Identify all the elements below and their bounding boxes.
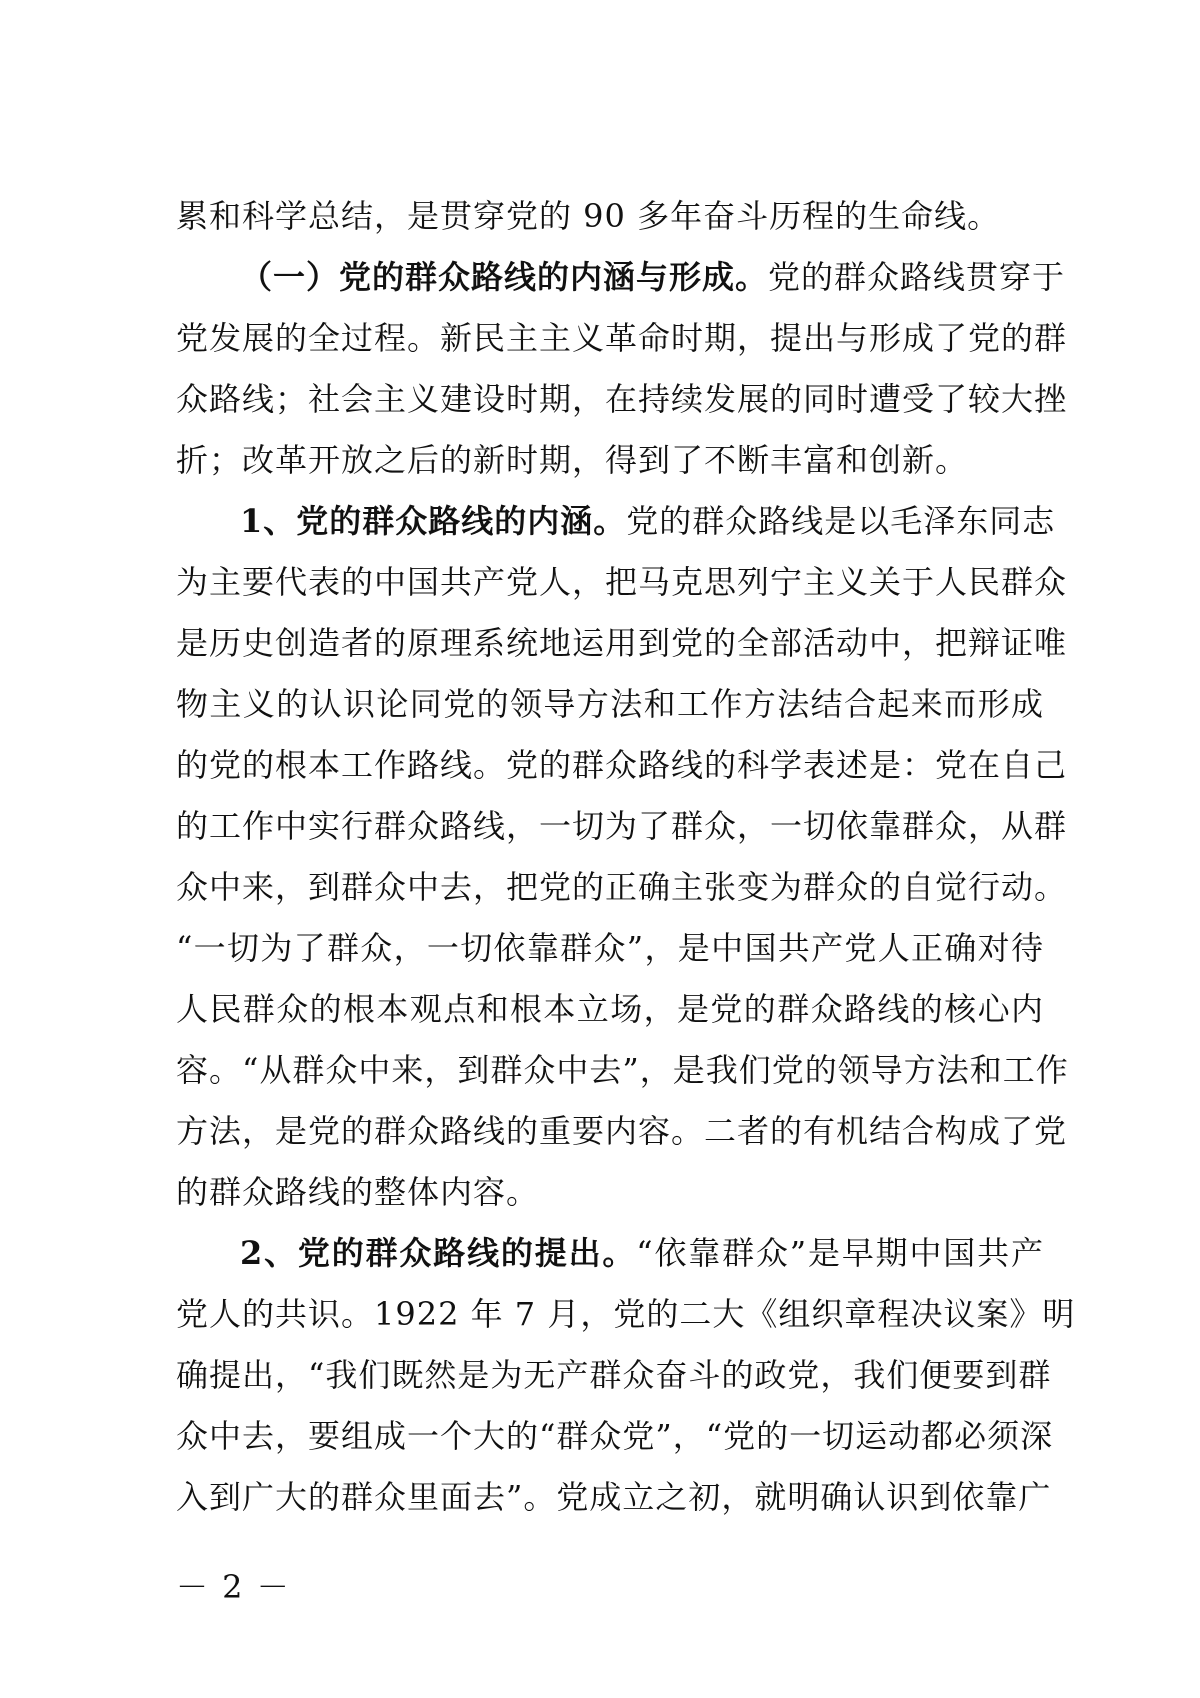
text-line: 的群众路线的整体内容。 (176, 1173, 540, 1211)
text-line: 党发展的全过程。新民主主义革命时期，提出与形成了党的群 (176, 319, 1068, 357)
text-line: 众路线；社会主义建设时期，在持续发展的同时遭受了较大挫 (176, 380, 1068, 418)
text-line (176, 247, 1066, 308)
text-run: 党的群众路线贯穿于 (768, 258, 1066, 296)
text-line: 容。“从群众中来，到群众中去”，是我们党的领导方法和工作 (176, 1051, 1069, 1089)
text-line: 折；改革开放之后的新时期，得到了不断丰富和创新。 (176, 441, 969, 479)
text-line: 物主义的认识论同党的领导方法和工作方法结合起来而形成 (176, 685, 1044, 723)
text-line: 党人的共识。1922 年 7 月，党的二大《组织章程决议案》明 (176, 1295, 1076, 1333)
subsection-heading: 1、党的群众路线的内涵。 (240, 502, 627, 540)
text-line: 为主要代表的中国共产党人，把马克思列宁主义关于人民群众 (176, 563, 1068, 601)
text-line: 众中去，要组成一个大的“群众党”，“党的一切运动都必须深 (176, 1417, 1054, 1455)
text-line (176, 491, 1056, 552)
text-line: 的党的根本工作路线。党的群众路线的科学表述是：党在自己 (176, 746, 1068, 784)
subsection-heading: 2、党的群众路线的提出。 (240, 1234, 637, 1272)
text-line: 累和科学总结，是贯穿党的 90 多年奋斗历程的生命线。 (176, 197, 1001, 235)
text-line: 确提出，“我们既然是为无产群众奋斗的政党，我们便要到群 (176, 1356, 1052, 1394)
text-line: 是历史创造者的原理系统地运用到党的全部活动中，把辩证唯 (176, 624, 1068, 662)
text-line: 方法，是党的群众路线的重要内容。二者的有机结合构成了党 (176, 1112, 1068, 1150)
text-line: 众中来，到群众中去，把党的正确主张变为群众的自觉行动。 (176, 868, 1068, 906)
section-heading: （一）党的群众路线的内涵与形成。 (240, 258, 769, 296)
text-line (176, 1223, 1044, 1284)
document-body (176, 186, 1076, 1528)
text-run: 党的群众路线是以毛泽东同志 (626, 502, 1056, 540)
text-line: 人民群众的根本观点和根本立场，是党的群众路线的核心内 (176, 990, 1044, 1028)
text-line: “一切为了群众，一切依靠群众”，是中国共产党人正确对待 (176, 929, 1044, 967)
text-run: “依靠群众”是早期中国共产 (636, 1234, 1044, 1272)
text-line: 的工作中实行群众路线，一切为了群众，一切依靠群众，从群 (176, 807, 1068, 845)
page-number: － 2 － (176, 1568, 291, 1606)
text-line: 入到广大的群众里面去”。党成立之初，就明确认识到依靠广 (176, 1478, 1052, 1516)
